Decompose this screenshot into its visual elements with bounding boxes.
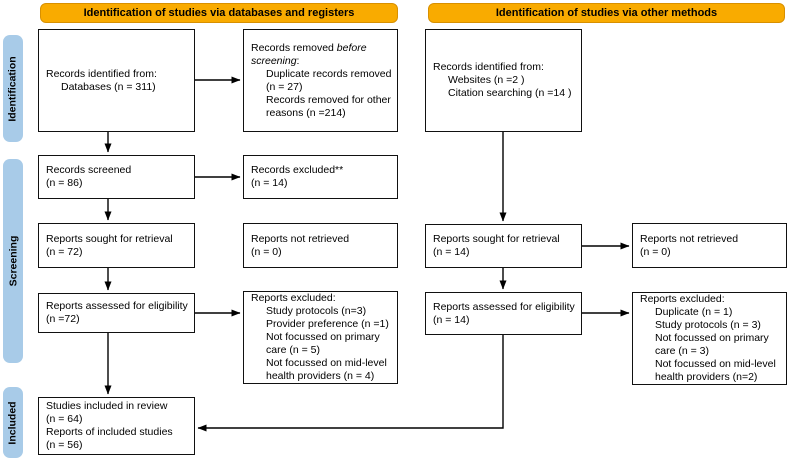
box-item: Not focussed on mid-level health providers (n = 4) (266, 357, 387, 382)
box-item: Websites (n =2 ) (448, 74, 525, 86)
box-reports-not-retrieved-right (632, 223, 787, 268)
box-line: Reports of included studies (46, 426, 173, 438)
box-records-excluded (243, 155, 398, 199)
box-reports-sought-left (38, 223, 195, 268)
header-other-label: Identification of studies via other methods (495, 7, 718, 19)
header-other-methods (428, 3, 785, 23)
box-line: Reports assessed for eligibility (46, 300, 188, 312)
box-reports-assessed-left (38, 293, 195, 333)
box-reports-sought-right (425, 224, 582, 268)
box-records-removed (243, 29, 398, 132)
box-line: (n = 86) (46, 177, 83, 189)
box-title: Reports excluded: (640, 293, 725, 305)
box-item: Study protocols (n = 3) (655, 319, 761, 331)
box-line: Reports sought for retrieval (46, 232, 173, 245)
box-line: (n = 0) (640, 245, 671, 258)
box-line: (n = 14) (433, 246, 470, 258)
box-line: Reports sought for retrieval (433, 233, 560, 245)
box-line: (n = 0) (251, 245, 282, 258)
box-reports-excluded-right (632, 292, 787, 385)
box-line: (n =72) (46, 313, 80, 325)
box-title: Reports excluded: (251, 292, 336, 304)
box-line: Reports assessed for eligibility (433, 300, 575, 313)
box-item: Duplicate (n = 1) (655, 306, 733, 318)
box-item: Duplicate records removed (n = 27) (266, 67, 392, 93)
box-reports-assessed-right (425, 292, 582, 335)
box-line: Reports not retrieved (640, 232, 739, 245)
stage-screening (3, 159, 23, 363)
stage-identification (3, 35, 23, 142)
box-item: Provider preference (n =1) (266, 318, 389, 330)
box-line: Reports not retrieved (251, 232, 350, 245)
italic-before-screening: before screening (251, 41, 367, 67)
box-line: Records screened (46, 164, 132, 176)
box-studies-included (38, 397, 195, 455)
box-title: Records removed before screening: (251, 41, 367, 67)
stage-included-label: Included (7, 400, 20, 445)
header-databases-registers (40, 3, 398, 23)
box-title: Records identified from: (46, 67, 157, 80)
box-item: Study protocols (n=3) (266, 305, 367, 317)
box-item: Citation searching (n =14 ) (448, 87, 572, 99)
box-item: Not focussed on mid-level health providers (n=2) (655, 358, 776, 383)
header-databases-label: Identification of studies via databases and registers (83, 7, 355, 19)
box-records-screened (38, 155, 195, 199)
stage-included (3, 387, 23, 458)
box-line: Records excluded** (251, 164, 344, 176)
stage-screening-label: Screening (7, 235, 19, 287)
box-item: Records removed for other reasons (n =214) (266, 93, 391, 119)
stage-identification-label: Identification (7, 55, 19, 122)
box-line: (n = 72) (46, 245, 83, 258)
box-item: Databases (n = 311) (61, 80, 156, 93)
box-line: (n = 14) (251, 177, 288, 189)
box-item: Not focussed on primary care (n = 3) (655, 332, 769, 357)
box-line: Studies included in review (46, 400, 168, 412)
box-reports-excluded-left (243, 291, 398, 384)
box-title: Records identified from: (433, 61, 544, 73)
box-reports-not-retrieved-left (243, 223, 398, 268)
box-records-identified-databases (38, 29, 195, 132)
box-item: Not focussed on primary care (n = 5) (266, 331, 380, 356)
box-line: (n = 64) (46, 413, 83, 425)
box-records-identified-other (425, 29, 582, 132)
box-line: (n = 56) (46, 439, 83, 451)
box-line: (n = 14) (433, 313, 470, 326)
